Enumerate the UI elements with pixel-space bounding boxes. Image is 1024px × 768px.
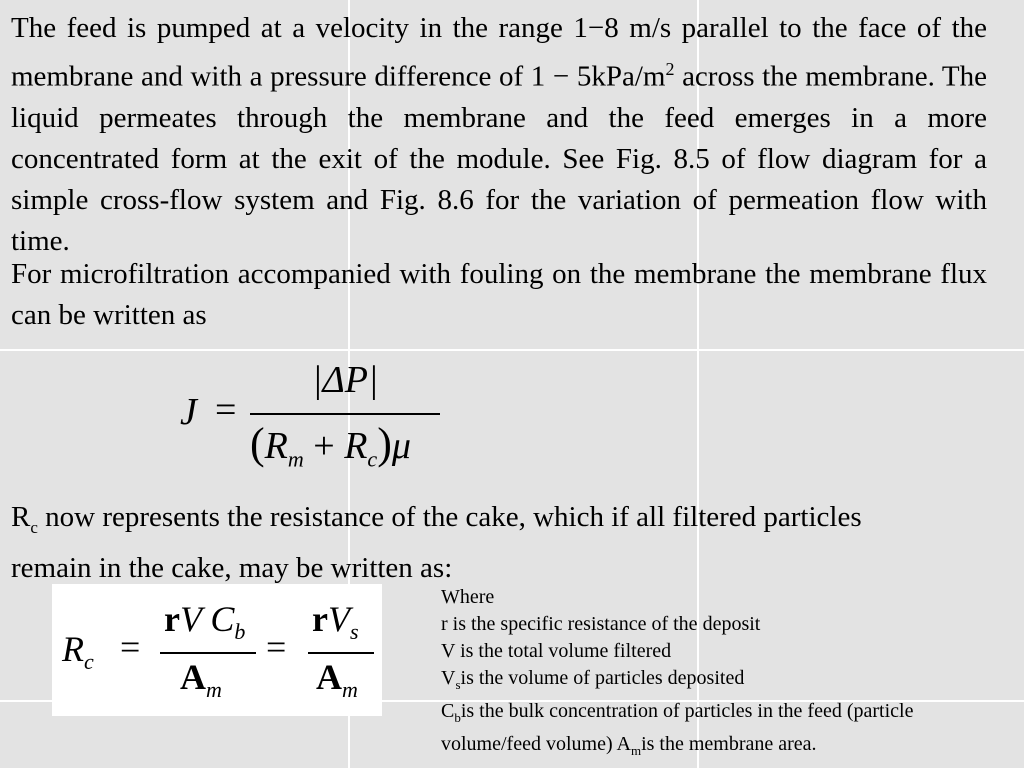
fraction-denominator [180, 656, 222, 703]
superscript: 2 [665, 59, 675, 79]
symbol: C [210, 599, 235, 639]
grid-line [0, 349, 1024, 351]
plus-sign: + [303, 425, 345, 467]
subscript: b [234, 619, 246, 645]
fraction-denominator [316, 656, 358, 703]
flux-equation [180, 360, 450, 470]
equation-lhs: J [180, 391, 197, 433]
definition-r: r is the specific resistance of the deposit [441, 613, 761, 635]
definition-text: is the membrane area. [641, 733, 817, 755]
subscript: c [367, 446, 378, 472]
subscript: m [630, 743, 642, 758]
definition-cb [441, 698, 1011, 731]
symbol: V [441, 667, 456, 689]
paragraph-feed-description [11, 8, 987, 262]
equals-sign: = [120, 627, 141, 667]
fraction-bar [250, 413, 440, 415]
paragraph-microfiltration: For microfiltration accompanied with fouling on the membrane the membrane flux can be written as [11, 258, 987, 331]
definition-where: Where [441, 586, 495, 608]
definition-v: V is the total volume filtered [441, 640, 672, 662]
symbol: R [11, 501, 31, 533]
symbol: A [180, 657, 206, 697]
subscript: b [454, 710, 461, 725]
symbol: A [316, 657, 342, 697]
equation-numerator: |ΔP| [312, 359, 379, 401]
subscript: c [30, 517, 38, 537]
symbol: R [264, 425, 288, 467]
fraction-bar [160, 652, 256, 654]
equals-sign: = [215, 389, 237, 431]
symbol: C [441, 700, 455, 722]
definition-text: is the volume of particles deposited [460, 667, 745, 689]
subscript: m [287, 446, 304, 472]
paren: ) [377, 419, 392, 468]
paren: ( [250, 419, 265, 468]
subscript: m [342, 677, 358, 703]
definition-am [441, 731, 1011, 764]
symbol: R [62, 629, 84, 669]
symbol: V [179, 599, 202, 639]
definition-text: volume/feed volume) A [441, 733, 631, 755]
symbol: V [327, 599, 350, 639]
fraction-numerator [312, 598, 359, 645]
symbol: R [344, 425, 368, 467]
subscript: s [455, 677, 461, 692]
symbol: r [164, 599, 180, 639]
paragraph-text: now represents the resistance of the cake, which if all filtered particles remain in the cake, may be written as: [11, 501, 862, 584]
subscript: c [84, 649, 94, 675]
definitions-list [441, 584, 1011, 764]
paragraph-cake-resistance [11, 497, 911, 589]
paragraph-text: across the membrane. The liquid permeates through the membrane and the feed emerges in a more concentrated form at the exit of the module. See Fig. 8.5 of flow diagram for a simple cross-flow system and Fig. 8.6 for the variation of permeation flow with time. [11, 60, 987, 257]
subscript: m [206, 677, 222, 703]
symbol: μ [391, 425, 411, 467]
symbol: r [312, 599, 328, 639]
fraction-numerator [164, 598, 245, 645]
definition-text: is the bulk concentration of particles in the feed (particle [460, 700, 914, 722]
paragraph-text: The feed is pumped at a velocity in the range 1−8 m/s parallel to the face of the membrane and with a pressure difference of 1 − 5kPa/m [11, 12, 987, 93]
equation-lhs [62, 628, 94, 675]
definition-vs [441, 665, 1011, 698]
equation-denominator [250, 418, 411, 473]
equals-sign: = [266, 627, 287, 667]
fraction-bar [308, 652, 374, 654]
cake-resistance-equation [52, 584, 382, 716]
subscript: s [349, 619, 359, 645]
